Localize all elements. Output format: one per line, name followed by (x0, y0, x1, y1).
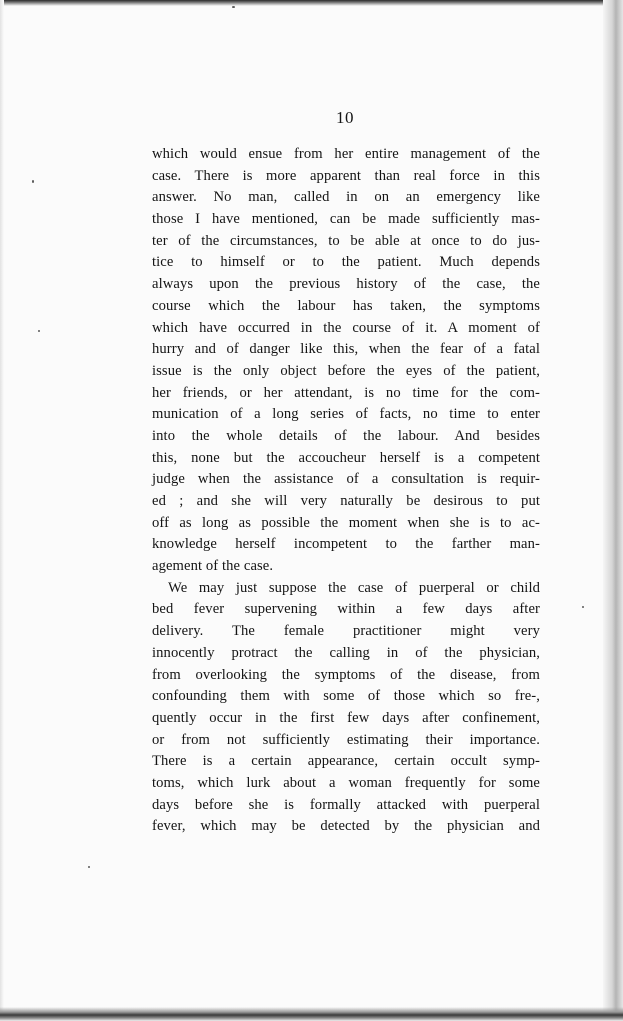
ink-speck (38, 330, 40, 332)
text-line: munication of a long series of facts, no time to enter (152, 406, 540, 423)
text-line: course which the labour has taken, the symptoms (152, 297, 540, 314)
text-line: which have occurred in the course of it. A moment of (152, 319, 540, 336)
page-left-edge (0, 0, 4, 1021)
page-bottom-edge (0, 1007, 623, 1021)
text-line: days before she is formally attacked with puerperal (152, 796, 540, 813)
text-line: those I have mentioned, can be made sufficiently mas- (152, 211, 540, 228)
body-text (152, 144, 540, 838)
page-right-edge (603, 0, 623, 1021)
text-line: into the whole details of the labour. And besides (152, 427, 540, 444)
text-line: always upon the previous history of the case, the (152, 276, 540, 293)
text-line: confounding them with some of those which so fre-, (152, 688, 540, 705)
text-line: delivery. The female practitioner might very (152, 623, 540, 640)
page-number: 10 (336, 108, 354, 127)
text-line: her friends, or her attendant, is no time for the com- (152, 384, 540, 401)
ink-speck (582, 606, 584, 608)
text-line: off as long as possible the moment when she is to ac- (152, 514, 540, 531)
text-line: this, none but the accoucheur herself is a competent (152, 449, 540, 466)
text-line: We may just suppose the case of puerperal or child (168, 579, 540, 596)
text-line: ed ; and she will very naturally be desirous to put (152, 493, 540, 509)
text-line: or from not sufficiently estimating their importance. (152, 731, 540, 748)
text-line: issue is the only object before the eyes of the patient, (152, 362, 540, 379)
text-line: fever, which may be detected by the physician and (152, 818, 540, 835)
text-line: hurry and of danger like this, when the fear of a fatal (152, 341, 540, 358)
text-line: from overlooking the symptoms of the disease, from (152, 666, 540, 683)
ink-speck (32, 180, 34, 183)
text-line: toms, which lurk about a woman frequently for some (152, 774, 540, 791)
ink-speck (232, 6, 235, 8)
text-line: which would ensue from her entire management of the (152, 146, 540, 162)
text-line: answer. No man, called in on an emergency like (152, 189, 540, 206)
text-line: innocently protract the calling in of the physician, (152, 644, 540, 661)
text-line: case. There is more apparent than real force in this (152, 167, 540, 184)
text-line: There is a certain appearance, certain occult symp- (152, 753, 540, 770)
paragraph-2 (152, 578, 540, 838)
ink-speck (88, 866, 90, 868)
text-line: quently occur in the first few days after confinement, (152, 709, 540, 726)
text-line: agement of the case. (152, 558, 274, 575)
text-line: tice to himself or to the patient. Much depends (152, 254, 540, 271)
text-line: ter of the circumstances, to be able at once to do jus- (152, 232, 540, 249)
text-line: knowledge herself incompetent to the farther man- (152, 536, 540, 553)
page-top-edge (0, 0, 623, 6)
paragraph-1 (152, 144, 540, 578)
text-line: bed fever supervening within a few days after (152, 601, 540, 618)
text-line: judge when the assistance of a consultation is requir- (152, 471, 540, 488)
